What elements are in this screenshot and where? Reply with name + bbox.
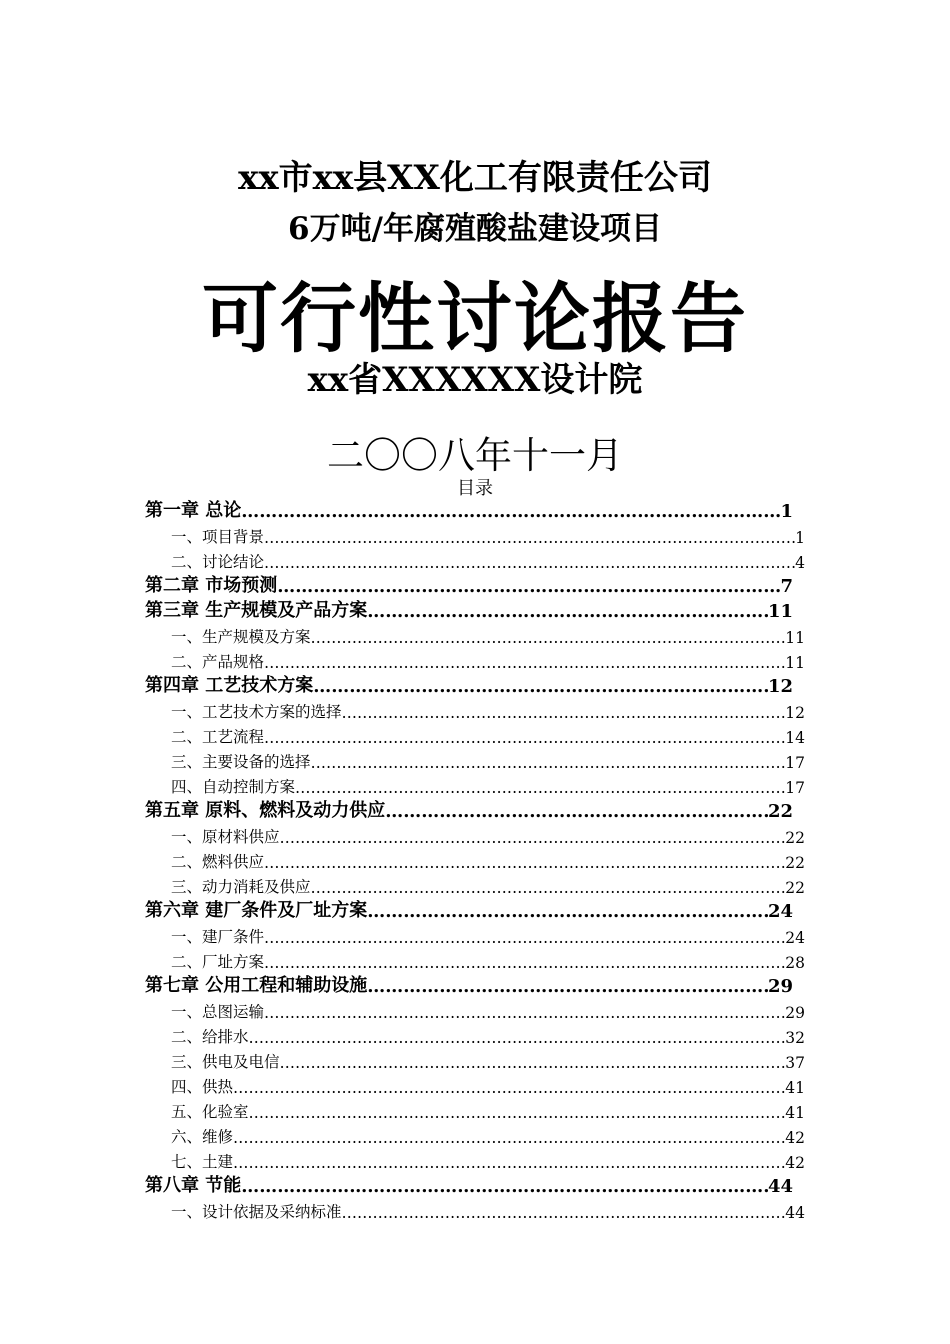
toc-entry-label: 四、供热 <box>171 1078 234 1096</box>
toc-leader-dots <box>264 954 785 972</box>
toc-leader-dots <box>277 576 780 597</box>
toc-entry-label: 二、工艺流程 <box>171 728 265 746</box>
toc-page-number: 17 <box>785 754 805 772</box>
toc-page-number: 7 <box>780 576 793 597</box>
toc-chapter-entry[interactable] <box>145 1172 793 1197</box>
project-name: 6万吨/年腐殖酸盐建设项目 <box>288 211 662 247</box>
toc-page-number: 11 <box>767 601 793 622</box>
toc-page-number: 42 <box>785 1154 805 1172</box>
toc-chapter-entry[interactable] <box>145 897 793 922</box>
toc-entry-label: 五、化验室 <box>171 1103 249 1121</box>
toc-page-number: 11 <box>785 654 805 672</box>
toc-section-entry[interactable] <box>145 947 805 972</box>
toc-leader-dots <box>264 654 785 672</box>
toc-chapter-entry[interactable] <box>145 597 793 622</box>
toc-chapter-entry[interactable] <box>145 972 793 997</box>
toc-section-entry[interactable] <box>145 747 805 772</box>
toc-section-entry[interactable] <box>145 622 805 647</box>
toc-section-entry[interactable] <box>145 1122 805 1147</box>
toc-leader-dots <box>264 854 785 872</box>
toc-leader-dots <box>264 529 795 547</box>
toc-leader-dots <box>311 879 786 897</box>
toc-section-entry[interactable] <box>145 647 805 672</box>
toc-page-number: 41 <box>785 1104 805 1122</box>
toc-entry-label: 一、工艺技术方案的选择 <box>171 703 342 721</box>
toc-entry-label: 第五章 原料、燃料及动力供应 <box>145 800 386 821</box>
toc-page-number: 42 <box>785 1129 805 1147</box>
toc-section-entry[interactable] <box>145 522 805 547</box>
toc-leader-dots <box>264 729 785 747</box>
toc-section-entry[interactable] <box>145 1147 805 1172</box>
toc-entry-label: 一、设计依据及采纳标准 <box>171 1203 342 1221</box>
toc-entry-label: 三、供电及电信 <box>171 1053 280 1071</box>
toc-page-number: 1 <box>780 501 793 522</box>
toc-entry-label: 第二章 市场预测 <box>145 575 278 596</box>
toc-leader-dots <box>233 1154 785 1172</box>
toc-page-number: 1 <box>795 529 805 547</box>
toc-entry-label: 二、给排水 <box>171 1028 249 1046</box>
toc-entry-label: 二、燃料供应 <box>171 853 265 871</box>
toc-page-number: 44 <box>785 1204 805 1222</box>
toc-page-number: 28 <box>785 954 805 972</box>
toc-entry-label: 二、产品规格 <box>171 653 265 671</box>
toc-page-number: 11 <box>785 629 805 647</box>
toc-chapter-entry[interactable] <box>145 572 793 597</box>
toc-chapter-entry[interactable] <box>145 672 793 697</box>
toc-page-number: 22 <box>767 801 793 822</box>
toc-entry-label: 一、建厂条件 <box>171 928 265 946</box>
toc-section-entry[interactable] <box>145 997 805 1022</box>
toc-entry-label: 第三章 生产规模及产品方案 <box>145 600 368 621</box>
toc-leader-dots <box>249 1029 786 1047</box>
toc-section-entry[interactable] <box>145 1047 805 1072</box>
toc-entry-label: 第七章 公用工程和辅助设施 <box>145 975 368 996</box>
toc-leader-dots <box>313 676 768 697</box>
toc-leader-dots <box>280 829 786 847</box>
toc-entry-label: 二、讨论结论 <box>171 553 265 571</box>
toc-page-number: 32 <box>785 1029 805 1047</box>
toc-leader-dots <box>249 1104 786 1122</box>
toc-entry-label: 三、动力消耗及供应 <box>171 878 311 896</box>
toc-section-entry[interactable] <box>145 1197 805 1222</box>
toc-leader-dots <box>385 801 768 822</box>
toc-leader-dots <box>367 901 768 922</box>
toc-page-number: 14 <box>785 729 805 747</box>
toc-page-number: 29 <box>767 976 793 997</box>
toc-entry-label: 七、土建 <box>171 1153 234 1171</box>
toc-leader-dots <box>241 1176 768 1197</box>
toc-page-number: 24 <box>767 901 793 922</box>
toc-page-number: 12 <box>785 704 805 722</box>
toc-section-entry[interactable] <box>145 697 805 722</box>
toc-leader-dots <box>342 1204 786 1222</box>
toc-section-entry[interactable] <box>145 922 805 947</box>
toc-section-entry[interactable] <box>145 1022 805 1047</box>
toc-leader-dots <box>367 601 768 622</box>
toc-section-entry[interactable] <box>145 1097 805 1122</box>
toc-leader-dots <box>311 629 786 647</box>
toc-entry-label: 第一章 总论 <box>145 500 242 521</box>
toc-entry-label: 一、生产规模及方案 <box>171 628 311 646</box>
toc-leader-dots <box>264 1004 785 1022</box>
toc-page-number: 4 <box>795 554 805 572</box>
toc-leader-dots <box>241 501 780 522</box>
toc-entry-label: 第六章 建厂条件及厂址方案 <box>145 900 368 921</box>
company-name: xx市xx县XX化工有限责任公司 <box>238 158 712 198</box>
toc-section-entry[interactable] <box>145 822 805 847</box>
toc-heading: 目录 <box>457 478 493 499</box>
toc-entry-label: 一、项目背景 <box>171 528 265 546</box>
toc-leader-dots <box>233 1129 785 1147</box>
report-date: 二〇〇八年十一月 <box>327 434 623 477</box>
toc-chapter-entry[interactable] <box>145 497 793 522</box>
toc-leader-dots <box>264 554 795 572</box>
design-institute: xx省XXXXXX设计院 <box>307 360 643 400</box>
toc-leader-dots <box>295 779 785 797</box>
toc-page-number: 44 <box>767 1176 793 1197</box>
toc-chapter-entry[interactable] <box>145 797 793 822</box>
toc-section-entry[interactable] <box>145 722 805 747</box>
toc-entry-label: 三、主要设备的选择 <box>171 753 311 771</box>
report-title: 可行性讨论报告 <box>202 274 748 363</box>
toc-leader-dots <box>342 704 786 722</box>
toc-page-number: 22 <box>785 829 805 847</box>
toc-leader-dots <box>280 1054 786 1072</box>
toc-leader-dots <box>233 1079 785 1097</box>
toc-section-entry[interactable] <box>145 847 805 872</box>
toc-page-number: 17 <box>785 779 805 797</box>
toc-leader-dots <box>311 754 786 772</box>
toc-leader-dots <box>264 929 785 947</box>
toc-entry-label: 一、总图运输 <box>171 1003 265 1021</box>
toc-section-entry[interactable] <box>145 872 805 897</box>
toc-entry-label: 第四章 工艺技术方案 <box>145 675 314 696</box>
toc-section-entry[interactable] <box>145 547 805 572</box>
toc-page-number: 12 <box>767 676 793 697</box>
toc-leader-dots <box>367 976 768 997</box>
toc-entry-label: 一、原材料供应 <box>171 828 280 846</box>
toc-page-number: 41 <box>785 1079 805 1097</box>
toc-entry-label: 第八章 节能 <box>145 1175 242 1196</box>
toc-section-entry[interactable] <box>145 772 805 797</box>
toc-entry-label: 六、维修 <box>171 1128 234 1146</box>
toc-page-number: 29 <box>785 1004 805 1022</box>
toc-page-number: 24 <box>785 929 805 947</box>
toc-section-entry[interactable] <box>145 1072 805 1097</box>
toc-page-number: 22 <box>785 854 805 872</box>
toc-entry-label: 二、厂址方案 <box>171 953 265 971</box>
toc-page-number: 22 <box>785 879 805 897</box>
toc-page-number: 37 <box>785 1054 805 1072</box>
table-of-contents <box>145 497 805 1222</box>
toc-entry-label: 四、自动控制方案 <box>171 778 296 796</box>
